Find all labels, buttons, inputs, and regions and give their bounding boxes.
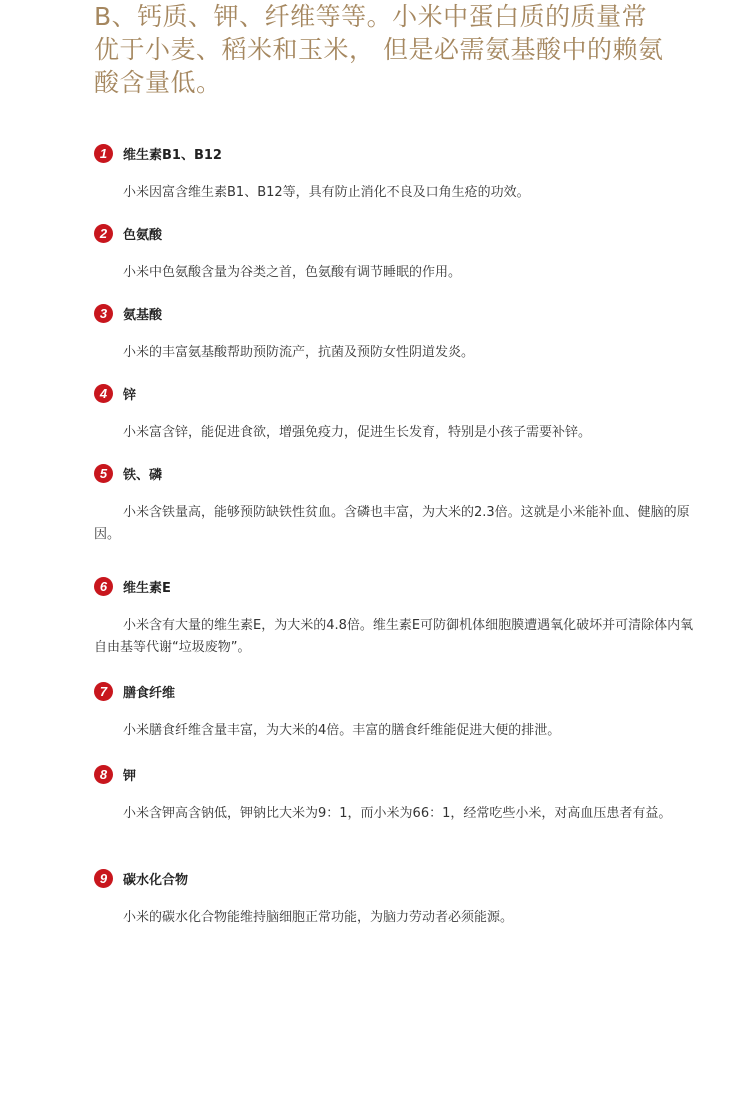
nutrient-item-8 xyxy=(94,764,694,825)
number-badge-icon: 3 xyxy=(94,304,113,323)
number-badge-icon: 4 xyxy=(94,384,113,403)
item-description: 小米因富含维生素B1、B12等，具有防止消化不良及口角生疮的功效。 xyxy=(123,185,530,200)
item-description: 小米含铁量高，能够预防缺铁性贫血。含磷也丰富，为大米的2.3倍。这就是小米能补血、健脑的原因。 xyxy=(94,505,690,542)
item-description: 小米含有大量的维生素E，为大米的4.8倍。维生素E可防御机体细胞膜遭遇氧化破坏并可清除体内氧自由基等代谢“垃圾废物”。 xyxy=(94,618,694,655)
item-title: 氨基酸 xyxy=(123,307,163,323)
item-header xyxy=(94,303,694,323)
nutrient-item-3 xyxy=(94,303,694,364)
item-header xyxy=(94,383,694,403)
item-title: 碳水化合物 xyxy=(123,872,189,888)
item-header xyxy=(94,463,694,483)
intro-paragraph xyxy=(94,0,694,99)
item-description: 小米的丰富氨基酸帮助预防流产，抗菌及预防女性阴道发炎。 xyxy=(123,345,475,360)
item-title: 维生素E xyxy=(123,580,171,596)
nutrient-item-6 xyxy=(94,576,694,659)
number-badge-icon: 7 xyxy=(94,682,113,701)
item-header xyxy=(94,868,694,888)
nutrient-item-7 xyxy=(94,681,694,742)
item-header xyxy=(94,143,694,163)
item-header xyxy=(94,681,694,701)
item-title: 锌 xyxy=(123,387,137,403)
number-badge-icon: 8 xyxy=(94,765,113,784)
item-description: 小米含钾高含钠低，钾钠比大米为9：1，而小米为66：1，经常吃些小米，对高血压患者有益。 xyxy=(123,806,672,821)
item-title: 色氨酸 xyxy=(123,227,163,243)
item-header xyxy=(94,223,694,243)
number-badge-icon: 2 xyxy=(94,224,113,243)
item-title: 维生素B1、B12 xyxy=(123,147,222,163)
number-badge-icon: 9 xyxy=(94,869,113,888)
item-title: 钾 xyxy=(123,768,137,784)
nutrient-item-2 xyxy=(94,223,694,284)
intro-line: 酸含量低。 xyxy=(94,68,222,97)
nutrient-item-5 xyxy=(94,463,694,546)
item-header xyxy=(94,576,694,596)
item-description: 小米的碳水化合物能维持脑细胞正常功能，为脑力劳动者必须能源。 xyxy=(123,910,514,925)
intro-line: B、钙质、钾、纤维等等。小米中蛋白质的质量常 xyxy=(94,2,648,31)
item-header xyxy=(94,764,694,784)
nutrient-item-1 xyxy=(94,143,694,204)
item-description: 小米富含锌，能促进食欲，增强免疫力，促进生长发育，特别是小孩子需要补锌。 xyxy=(123,425,592,440)
item-description: 小米膳食纤维含量丰富，为大米的4倍。丰富的膳食纤维能促进大便的排泄。 xyxy=(123,723,561,738)
number-badge-icon: 5 xyxy=(94,464,113,483)
item-title: 膳食纤维 xyxy=(123,685,176,701)
nutrient-item-4 xyxy=(94,383,694,444)
nutrient-item-9 xyxy=(94,868,694,929)
number-badge-icon: 1 xyxy=(94,144,113,163)
intro-line: 优于小麦、稻米和玉米， 但是必需氨基酸中的赖氨 xyxy=(94,35,664,64)
number-badge-icon: 6 xyxy=(94,577,113,596)
item-title: 铁、磷 xyxy=(123,467,163,483)
item-description: 小米中色氨酸含量为谷类之首，色氨酸有调节睡眠的作用。 xyxy=(123,265,462,280)
